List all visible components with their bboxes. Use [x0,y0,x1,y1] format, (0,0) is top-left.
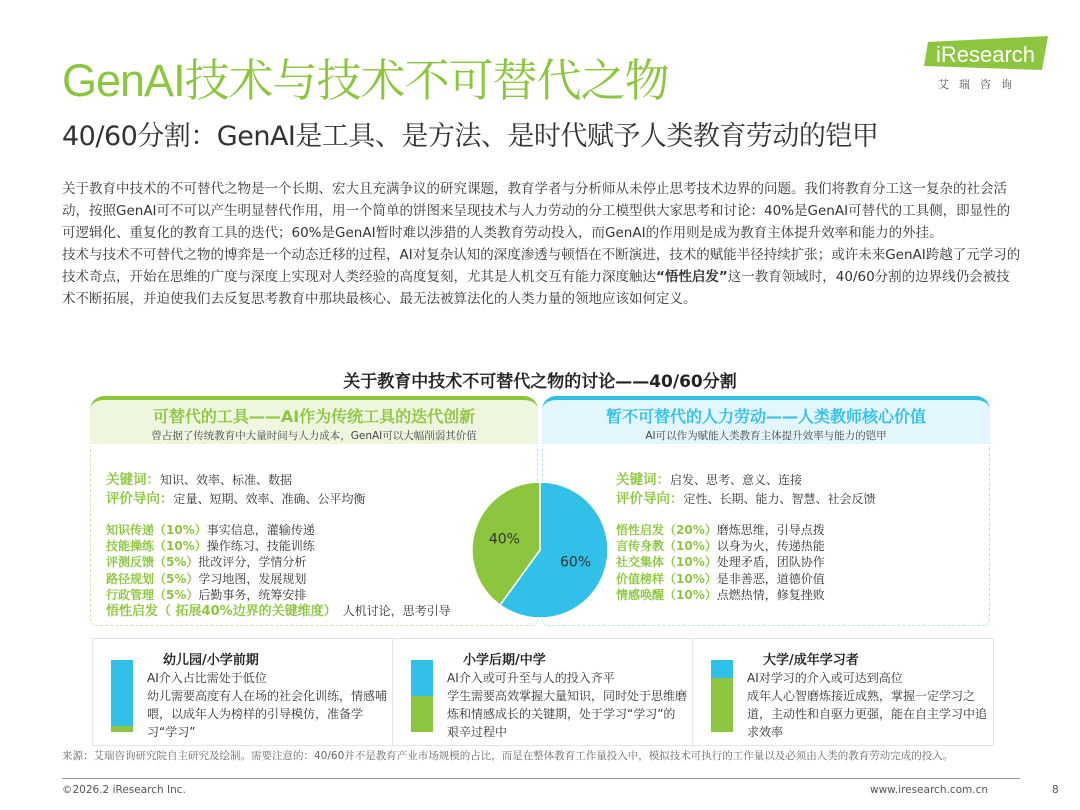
split-item-label: 知识传递（10%） [106,523,207,537]
left-panel-header [90,396,538,444]
right-keywords [616,468,802,488]
page-title: GenAI技术与技术不可替代之物 [62,55,669,106]
stage-title: 大学/成年学习者 [763,653,859,668]
intro-p2-part-a: 技术与技术不可替代之物的博弈是一个动态迁移的过程，AI对复杂认知的深度渗透与顿悟在不断演进，技术的赋能半径持续扩张；或许未来GenAI跨越了元学习的技术奇点，开始在思维的广度与深度上实现对人类经验的高度复刻，尤其是人机交互有能力深度触达 [62,247,1021,285]
intro-text [62,178,1022,310]
split-item-label: 情感唤醒（10%） [616,587,717,602]
source-note: 来源：艾瑞咨询研究院自主研究及绘制。需要注意的：40/60并不是教育产业市场规模的占比，而是在整体教育工作量投入中，模拟技术可执行的工作量以及必须由人类的教育劳动完成的投入。 [62,750,954,762]
right-panel-title: 暂不可替代的人力劳动——人类教师核心价值 [605,407,926,426]
split-item [106,538,315,554]
stage-bar [111,660,133,732]
split-item-text: 操作练习、技能训练 [206,539,315,554]
split-item-label: 行政管理（5%） [106,587,199,602]
left-panel-title: 可替代的工具——AI作为传统工具的迭代创新 [152,407,476,426]
stage-ai-share: AI介入或可升至与人的投入齐平 [447,671,615,685]
split-item-text: 事实信息，灌输传递 [206,523,315,537]
right-evaluation-label: 评价导向： [616,491,684,507]
split-item-label: 悟性启发（20%） [616,523,717,537]
stage-ai-share: AI对学习的介入或可达到高位 [747,671,903,685]
left-evaluation [106,487,366,507]
right-evaluation-text: 定性、长期、能力、智慧、社会反馈 [683,492,876,506]
stage-bar [411,660,433,732]
stage-bar [711,660,733,732]
right-keywords-label: 关键词： [616,472,670,488]
left-panel-subtitle: 曾占据了传统教育中大量时间与人力成本，GenAI可以大幅削弱其价值 [151,430,477,442]
split-item [616,554,825,570]
footer-divider [62,778,1020,779]
split-item-label: 路径规划（5%） [106,571,199,586]
split-item-label: 言传身教（10%） [616,539,717,554]
stage-title: 幼儿园/小学前期 [163,653,259,668]
pie-label-tool: 40% [488,531,520,548]
split-item-label: 技能操练（10%） [106,539,207,554]
intro-paragraph-2 [62,244,1022,310]
stage-title: 小学后期/中学 [463,653,546,668]
split-item [616,587,825,603]
intro-p2-part-c: 这一教育领域时，40/60分割的边界线仍会被技术不断拓展，并迫使我们去反复思考教育中那块最核心、最无法被算法化的人类力量的领地应该如何定义。 [62,269,1010,307]
left-keywords-text: 知识、效率、标准、数据 [160,473,293,487]
split-item-text: 后勤事务，统筹安排 [198,587,307,602]
page-number: 8 [1052,784,1059,796]
split-item-label: 悟性启发（ 拓展40%边界的关键维度） [106,604,337,619]
split-item [616,571,825,587]
stage-ai-share: AI介入占比需处于低位 [147,671,267,685]
split-item-label: 社交集体（10%） [616,555,717,570]
left-evaluation-label: 评价导向： [106,491,174,507]
stage-card [392,638,694,746]
logo-brand: iResearch [936,42,1036,67]
split-item-text: 人机讨论，思考引导 [342,604,451,618]
split-item [106,603,451,620]
stage-card [692,638,994,746]
split-item-label: 价值榜样（10%） [616,571,717,586]
split-item [616,538,825,554]
page-subtitle: 40/60分割：GenAI是工具、是方法、是时代赋予人类教育劳动的铠甲 [62,121,879,152]
split-item-text: 以身为火，传递热能 [716,539,825,554]
intro-paragraph-1: 关于教育中技术的不可替代之物是一个长期、宏大且充满争议的研究课题，教育学者与分析师从未停止思考技术边界的问题。我们将教育分工这一复杂的社会活动，按照GenAI可不可以产生明显替代作用，用一个简单的饼图来呈现技术与人力劳动的分工模型供大家思考和讨论：40%是GenAI可替代的工具侧，即显性的可逻辑化、重复化的教育工具的迭代；60%是GenAI暂时难以涉猎的人类教育劳动投入，而GenAI的作用则是成为教育主体提升效率和能力的外挂。 [62,181,1011,241]
split-item [106,571,306,587]
split-item [616,522,825,538]
stage-description: 学生需要高效掌握大量知识，同时处于思维磨炼和情感成长的关键期，处于学习“学习”的艰辛过程中 [447,689,688,739]
stage-card [92,638,394,746]
right-evaluation [616,487,876,507]
right-panel-header [542,396,990,444]
stage-description: 幼儿需要高度有人在场的社会化训练，情感哺喂，以成年人为榜样的引导模仿，准备学习“学习” [147,689,388,739]
split-item-text: 磨炼思维，引导点拨 [716,523,825,537]
footer-website-link[interactable]: www.iresearch.com.cn [870,784,989,796]
split-item [106,522,315,538]
logo-sub: 艾瑞咨询 [938,78,1022,91]
footer-copyright: ©2026.2 iResearch Inc. [62,784,186,796]
split-item-text: 点燃热情，修复挫败 [716,587,825,602]
left-keywords [106,468,292,488]
split-item [106,554,306,570]
split-item-text: 批改评分，学情分析 [198,555,307,570]
right-panel-subtitle: AI可以作为赋能人类教育主体提升效率与能力的铠甲 [645,430,887,442]
pie-label-human: 60% [560,554,592,571]
left-evaluation-text: 定量、短期、效率、准确、公平均衡 [173,492,366,506]
split-item-label: 评测反馈（5%） [106,555,199,570]
diagram-title: 关于教育中技术不可替代之物的讨论——40/60分割 [343,372,737,392]
split-item [106,587,306,603]
iresearch-logo [924,36,1054,96]
split-pie-chart [470,480,610,620]
intro-p2-highlight: “悟性启发” [656,269,728,285]
split-item-text: 是非善恶，道德价值 [716,571,825,586]
left-keywords-label: 关键词： [106,472,160,488]
split-item-text: 学习地图，发展规划 [198,571,307,586]
stage-description: 成年人心智磨炼接近成熟，掌握一定学习之道，主动性和自驱力更强，能在自主学习中追求效率 [747,689,988,739]
split-item-text: 处理矛盾，团队协作 [716,555,825,570]
right-keywords-text: 启发、思考、意义、连接 [670,473,803,487]
